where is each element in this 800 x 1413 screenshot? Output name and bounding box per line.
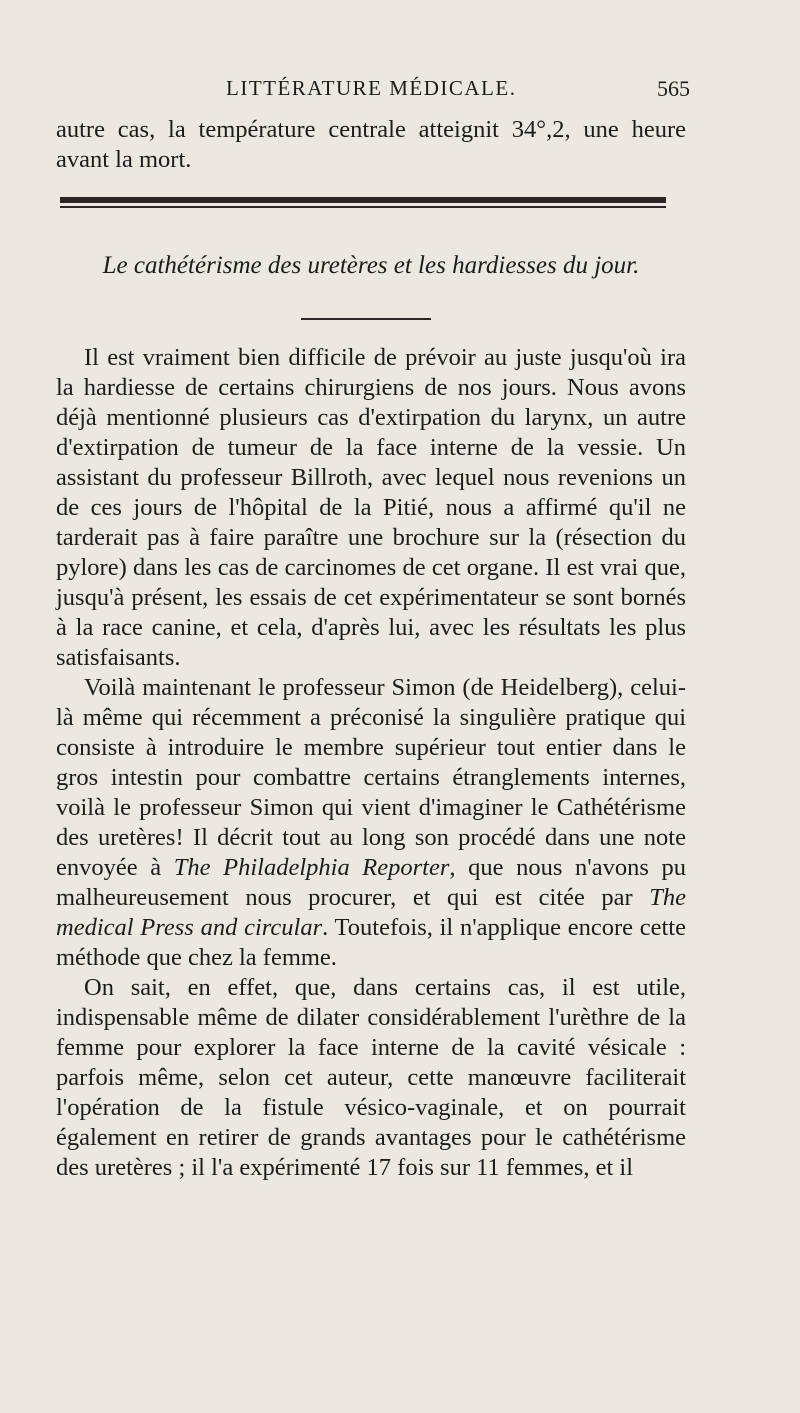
section-divider-thin — [60, 206, 666, 208]
paragraph-1: Il est vraiment bien difficile de prévoir au juste jusqu'où ira la hardiesse de certains chirurgiens de nos jours. Nous avons déjà mentionné plusieurs cas d'extirpation du larynx, un autre d'extirpation de tumeur de la face interne de la vessie. Un assistant du professeur Billroth, avec lequel nous revenions un de ces jours de l'hôpital de la Pitié, nous a affirmé qu'il ne tarderait pas à faire paraître une brochure sur la (résection du pylore) dans les cas de carcinomes de cet organe. Il est vrai que, jusqu'à présent, les essais de cet expérimentateur se sont bornés à la race canine, et cela, d'après lui, avec les résultats les plus satisfaisants. — [56, 344, 686, 671]
paragraph-2 — [56, 673, 686, 973]
paragraph-2-part-a: Voilà maintenant le professeur Simon (de Heidelberg), celui-là même qui récemment a préconisé la singulière pratique qui consiste à introduire le membre supérieur tout entier dans le gros intestin pour combattre certains étranglements internes, voilà le professeur Simon qui vient d'imaginer le Cathétérisme des uretères! Il décrit tout au long son procédé dans une note envoyée à — [56, 674, 686, 881]
section-divider-thick — [60, 197, 666, 203]
paragraph-2-part-b: , que nous n'avons pu malheureusement nous procurer, et qui est citée par — [56, 854, 686, 911]
intro-paragraph: autre cas, la température centrale atteignit 34°,2, une heure avant la mort. — [56, 116, 686, 173]
article-body — [56, 343, 686, 1183]
paragraph-2-part-c: . Toutefois, il n'applique encore cette méthode que chez la femme. — [56, 914, 686, 971]
journal-title-medical-press: The medical Press and circular — [56, 884, 687, 941]
running-header — [56, 76, 690, 106]
running-title: LITTÉRATURE MÉDICALE. — [226, 76, 517, 100]
section-title: Le cathétérisme des uretères et les hardiesses du jour. — [102, 252, 640, 279]
paragraph-3: On sait, en effet, que, dans certains cas, il est utile, indispensable même de dilater considérablement l'urèthre de la femme pour explorer la face interne de la cavité vésicale : parfois même, selon cet auteur, cette manœuvre faciliterait l'opération de la fistule vésico-vaginale, et on pourrait également en retirer de grands avantages pour le cathétérisme des uretères ; il l'a expérimenté 17 fois sur 11 femmes, et il — [56, 974, 686, 1181]
intro-text-block — [56, 115, 686, 175]
journal-title-philadelphia-reporter: The Philadelphia Reporter — [173, 854, 450, 881]
title-underline-rule — [301, 318, 431, 320]
page-number: 565 — [657, 76, 690, 101]
